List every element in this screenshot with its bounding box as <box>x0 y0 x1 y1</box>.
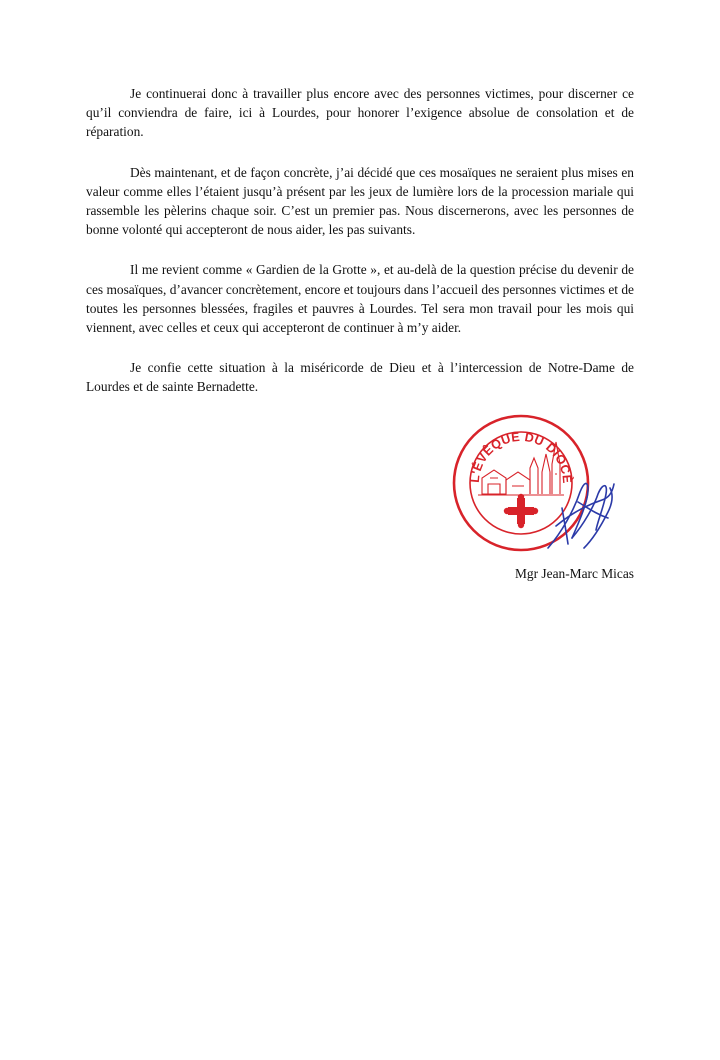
paragraph-3: Il me revient comme « Gardien de la Grotte », et au-delà de la question précise du devenir de ces mosaïques, d’avancer concrètement, encore et toujours dans l’accueil des personnes victimes et de toutes les personnes blessées, fragiles et pauvres à Lourdes. Tel sera mon travail pour les mois qui viennent, avec celles et ceux qui accepteront de continuer à m’y aider. <box>86 262 634 336</box>
seal-svg <box>438 398 624 568</box>
seal-and-signature <box>438 398 624 568</box>
paragraph-1: Je continuerai donc à travailler plus encore avec des personnes victimes, pour discerner ce qu’il conviendra de faire, ici à Lourdes, pour honorer l’exigence absolue de consolation et de réparation. <box>86 86 634 140</box>
letter-body <box>86 84 634 418</box>
paragraph-2: Dès maintenant, et de façon concrète, j’ai décidé que ces mosaïques ne seraient plus mises en valeur comme elles l’étaient jusqu’à présent par les jeux de lumière lors de la procession mariale qui rassemble les pèlerins chaque soir. C’est un premier pas. Nous discernerons, avec les personnes de bonne volonté qui accepteront de nous aider, les pas suivants. <box>86 164 634 238</box>
seal-ring-text: L'ÉVÊQUE DU DIOCÈ <box>467 429 575 485</box>
occitan-cross-icon <box>504 494 538 528</box>
signer-name: Mgr Jean-Marc Micas <box>515 566 634 581</box>
paragraph-4: Je confie cette situation à la miséricorde de Dieu et à l’intercession de Notre-Dame de Lourdes et de sainte Bernadette. <box>86 360 634 395</box>
